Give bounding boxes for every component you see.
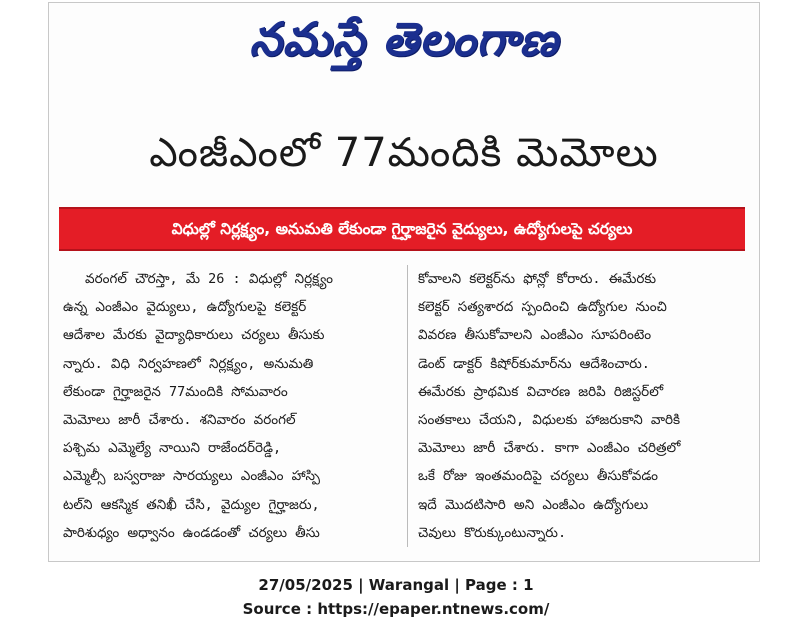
body-line: కలెక్టర్ సత్యశారద స్పందించి ఉద్యోగుల నుంచి: [418, 299, 667, 316]
source-info: Source : https://epaper.ntnews.com/: [242, 600, 550, 618]
body-line: లేకుండా గైర్హాజరైన 77మందికి సోమవారం: [63, 383, 288, 400]
body-line: కోవాలని కలెక్టర్‌ను ఫోన్లో కోరారు. ఈమేరకు: [418, 271, 657, 287]
body-line: వివరణ తీసుకోవాలని ఎంజీఎం సూపరింటెం: [418, 327, 652, 344]
news-clipping: [48, 2, 760, 562]
body-line: టల్‌ని ఆకస్మిక తనిఖీ చేసి, వైద్యుల గైర్హాజరు,: [63, 496, 320, 513]
body-line: ఇదే మొదటిసారి అని ఎంజీఎం ఉద్యోగులు: [418, 496, 649, 513]
body-line: పారిశుధ్యం అధ్వానం ఉండడంతో చర్యలు తీసు: [63, 524, 320, 541]
body-line: ఎమ్మెల్సీ బస్వరాజు సారయ్యలు ఎంజీఎం హాస్పి: [63, 468, 320, 485]
article-body-left-column: [63, 265, 405, 547]
body-line: మెమోలు జారీ చేశారు. కాగా ఎంజీఎం చరిత్రలో: [418, 440, 681, 457]
body-line: వరంగల్ చౌరస్తా, మే 26 : విధుల్లో నిర్లక్ష్యం: [85, 271, 334, 287]
body-line: ఒకే రోజు ఇంతమందిపై చర్యలు తీసుకోవడం: [418, 468, 658, 485]
body-line: న్నారు. విధి నిర్వహణలో నిర్లక్ష్యం, అనుమతి: [63, 355, 314, 372]
article-headline: ఎంజీఎంలో 77మందికి మెమోలు: [149, 130, 659, 176]
body-line: మెమోలు జారీ చేశారు. శనివారం వరంగల్: [63, 412, 296, 429]
body-line: ఆదేశాల మేరకు వైద్యాధికారులు చర్యలు తీసుకు: [63, 327, 325, 344]
body-line: డెంట్ డాక్టర్ కిషోర్‌కుమార్‌ను ఆదేశించారు.: [418, 355, 650, 372]
body-line: పశ్చిమ ఎమ్మెల్యే నాయిని రాజేందర్‌రెడ్డి,: [63, 440, 282, 457]
article-body-right-column: [407, 265, 753, 547]
body-line: ఉన్న ఎంజీఎం వైద్యులు, ఉద్యోగులపై కలెక్టర్: [63, 299, 307, 316]
article-subheadline-banner: విధుల్లో నిర్లక్ష్యం, అనుమతి లేకుండా గైర్హాజరైన వైద్యులు, ఉద్యోగులపై చర్యలు: [59, 207, 745, 251]
edition-info: 27/05/2025 | Warangal | Page : 1: [258, 576, 534, 594]
newspaper-masthead: నమస్తే తెలంగాణ: [249, 12, 559, 66]
body-line: చెవులు కొరుక్కుంటున్నారు.: [418, 524, 567, 541]
body-line: సంతకాలు చేయని, విధులకు హాజరుకాని వారికి: [418, 412, 681, 429]
body-line: ఈమేరకు ప్రాథమిక విచారణ జరిపి రిజిస్టర్‌లో: [418, 383, 664, 400]
